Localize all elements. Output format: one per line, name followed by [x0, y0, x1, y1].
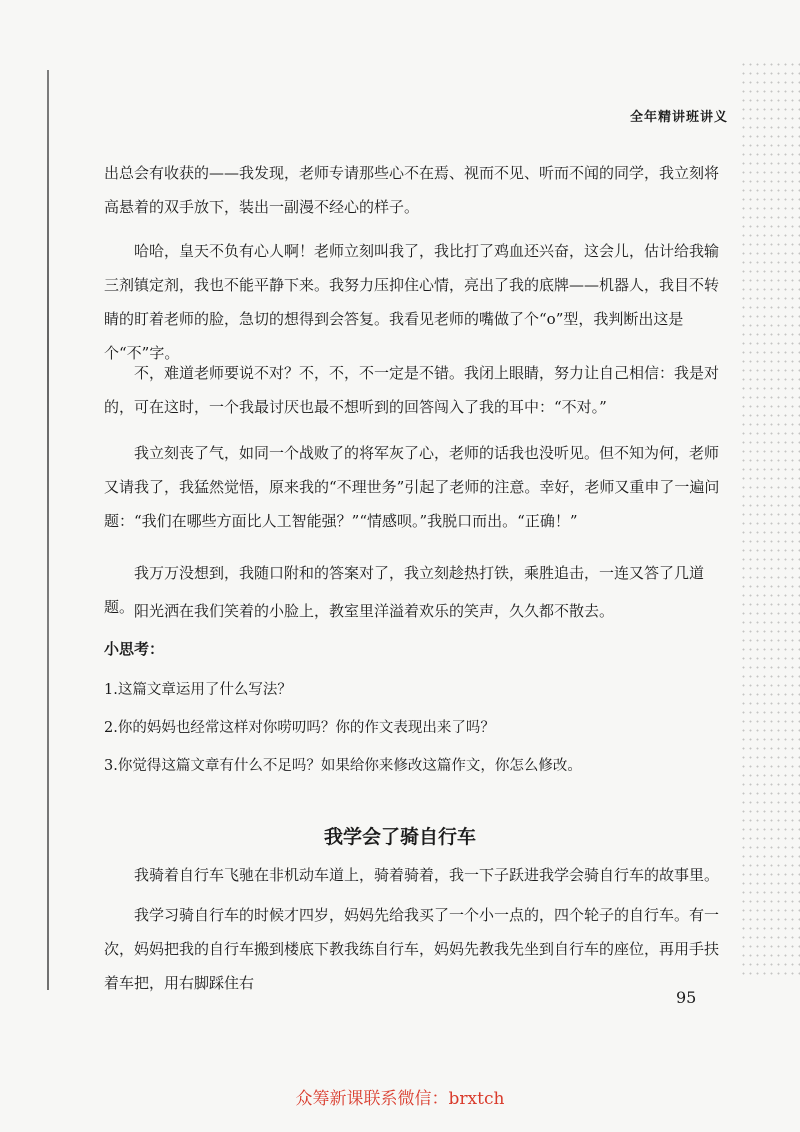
essay-paragraph-1: 我骑着自行车飞驰在非机动车道上，骑着骑着，我一下子跃进我学会骑自行车的故事里。: [134, 866, 720, 884]
question-3: 3.你觉得这篇文章有什么不足吗？如果给你来修改这篇作文，你怎么修改。: [104, 758, 582, 774]
paragraph-1: 出总会有收获的——我发现，老师专请那些心不在焉、视而不见、听而不闻的同学，我立刻将高悬着的双手放下，装出一副漫不经心的样子。: [104, 164, 720, 216]
essay-paragraph-2: 我学习骑自行车的时候才四岁，妈妈先给我买了一个小一点的，四个轮子的自行车。有一次，妈妈把我的自行车搬到楼底下教我练自行车，妈妈先教我先坐到自行车的座位，再用手扶着车把，用右脚踩住右: [104, 906, 720, 992]
question-2: 2.你的妈妈也经常这样对你唠叨吗？你的作文表现出来了吗？: [104, 720, 495, 736]
watermark: 众筹新课联系微信：brxtch: [295, 1089, 505, 1109]
binding-line: [47, 70, 49, 990]
paragraph-6: 阳光洒在我们笑着的小脸上，教室里洋溢着欢乐的笑声，久久都不散去。: [134, 602, 615, 620]
paragraph-4: 我立刻丧了气，如同一个战败了的将军灰了心，老师的话我也没听见。但不知为何，老师又请我了，我猛然觉悟，原来我的“不理世务”引起了老师的注意。幸好，老师又重申了一遍问题：“我们在哪些方面比人工智能强？”“情感呗。”我脱口而出。“正确！”: [104, 444, 720, 530]
think-label: 小思考：: [104, 640, 165, 658]
essay-title: 我学会了骑自行车: [323, 826, 476, 848]
paragraph-3: 不，难道老师要说不对？不，不，不一定是不错。我闭上眼睛，努力让自己相信：我是对的，可在这时，一个我最讨厌也最不想听到的回答闯入了我的耳中：“不对。”: [104, 364, 720, 416]
page-number: 95: [676, 988, 697, 1007]
running-header: 全年精讲班讲义: [629, 110, 728, 125]
question-1: 1.这篇文章运用了什么写法？: [104, 682, 292, 698]
paragraph-5: 我万万没想到，我随口附和的答案对了，我立刻趁热打铁，乘胜追击，一连又答了几道题。: [104, 564, 705, 616]
paragraph-2: 哈哈，皇天不负有心人啊！老师立刻叫我了，我比打了鸡血还兴奋，这会儿，估计给我输三剂镇定剂，我也不能平静下来。我努力压抑住心情，亮出了我的底牌——机器人，我目不转睛的盯着老师的脸，急切的想得到会答复。我看见老师的嘴做了个“o”型，我判断出这是个“不”字。: [104, 242, 720, 362]
